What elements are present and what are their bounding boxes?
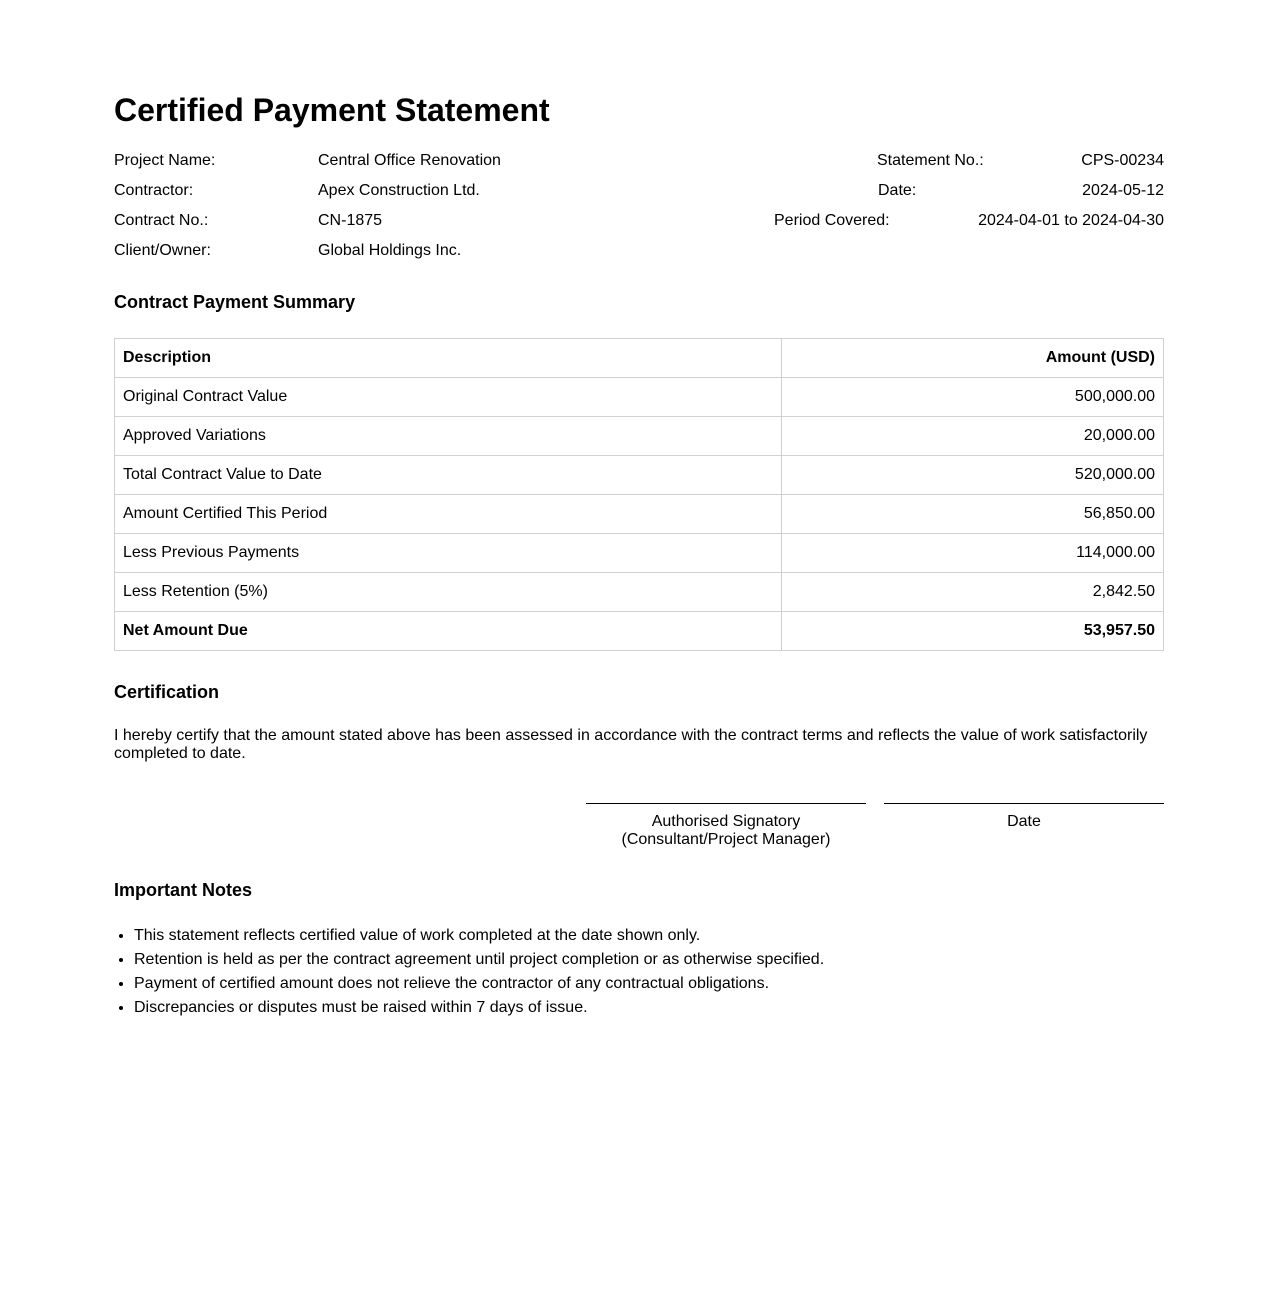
row-description: Less Retention (5%) xyxy=(115,573,782,612)
row-amount: 20,000.00 xyxy=(782,417,1164,456)
contractor-label: Contractor: xyxy=(114,182,194,199)
signature-date-label: Date xyxy=(1007,813,1041,830)
certification-text: I hereby certify that the amount stated above has been assessed in accordance with the contract terms and reflects the value of work satisfactorily completed to date. xyxy=(114,727,1148,762)
table-row xyxy=(115,417,1164,456)
statement-date-value: 2024-05-12 xyxy=(1082,182,1164,199)
contractor-row xyxy=(114,180,594,210)
client-owner-value: Global Holdings Inc. xyxy=(318,242,462,259)
table-header-row xyxy=(115,339,1164,378)
row-description: Original Contract Value xyxy=(115,378,782,417)
authorised-signatory-line xyxy=(586,803,866,849)
description-column-header: Description xyxy=(115,339,782,378)
signatory-role-label: (Consultant/Project Manager) xyxy=(621,831,831,848)
notes-heading: Important Notes xyxy=(114,880,253,900)
project-info-left xyxy=(114,150,594,270)
amount-column-header: Amount (USD) xyxy=(782,339,1164,378)
table-row xyxy=(115,534,1164,573)
net-amount-due-row xyxy=(115,612,1164,651)
row-amount: 114,000.00 xyxy=(782,534,1164,573)
certification-heading: Certification xyxy=(114,682,220,702)
statement-number-row xyxy=(684,150,1164,180)
row-amount: 56,850.00 xyxy=(782,495,1164,534)
contract-number-row xyxy=(114,210,594,240)
net-amount-due-value: 53,957.50 xyxy=(782,612,1164,651)
table-row xyxy=(115,456,1164,495)
project-name-row xyxy=(114,150,594,180)
net-amount-due-label: Net Amount Due xyxy=(115,612,782,651)
statement-number-value: CPS-00234 xyxy=(1081,152,1164,169)
statement-number-label: Statement No.: xyxy=(877,152,984,169)
payment-summary-table xyxy=(114,338,1164,651)
notes-list xyxy=(114,924,1184,1020)
list-item: • Discrepancies or disputes must be raised within 7 days of issue. xyxy=(134,996,1184,1020)
signature-date-line xyxy=(884,803,1164,831)
statement-date-row xyxy=(684,180,1164,210)
table-row xyxy=(115,495,1164,534)
row-amount: 500,000.00 xyxy=(782,378,1164,417)
row-description: Total Contract Value to Date xyxy=(115,456,782,495)
contractor-value: Apex Construction Ltd. xyxy=(318,182,480,199)
contract-number-value: CN-1875 xyxy=(318,212,383,229)
contract-number-label: Contract No.: xyxy=(114,212,209,229)
client-owner-label: Client/Owner: xyxy=(114,242,211,259)
row-amount: 2,842.50 xyxy=(782,573,1164,612)
row-description: Approved Variations xyxy=(115,417,782,456)
signatory-label: Authorised Signatory xyxy=(651,813,801,830)
client-owner-row xyxy=(114,240,594,270)
row-amount: 520,000.00 xyxy=(782,456,1164,495)
project-name-label: Project Name: xyxy=(114,152,216,169)
period-covered-value: 2024-04-01 to 2024-04-30 xyxy=(978,212,1164,229)
project-info-right xyxy=(684,150,1164,240)
period-covered-label: Period Covered: xyxy=(774,212,890,229)
list-item: • This statement reflects certified value of work completed at the date shown only. xyxy=(134,924,1184,948)
period-covered-row xyxy=(684,210,1164,240)
statement-date-label: Date: xyxy=(878,182,917,199)
document-title: Certified Payment Statement xyxy=(114,92,550,128)
project-name-value: Central Office Renovation xyxy=(318,152,501,169)
summary-heading: Contract Payment Summary xyxy=(114,292,356,312)
list-item: • Payment of certified amount does not relieve the contractor of any contractual obligations. xyxy=(134,972,1184,996)
table-row xyxy=(115,378,1164,417)
row-description: Less Previous Payments xyxy=(115,534,782,573)
row-description: Amount Certified This Period xyxy=(115,495,782,534)
list-item: • Retention is held as per the contract agreement until project completion or as otherwise specified. xyxy=(134,948,1184,972)
table-row xyxy=(115,573,1164,612)
